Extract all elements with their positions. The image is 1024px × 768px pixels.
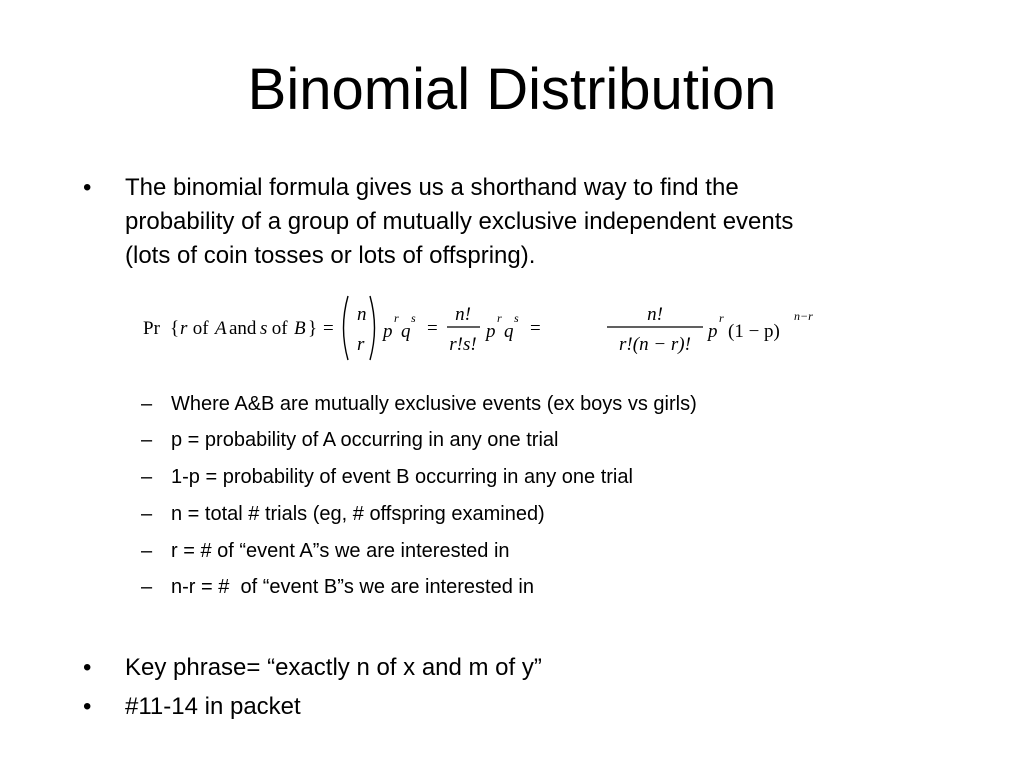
formula-r: r (180, 318, 188, 339)
definition-text: p = probability of A occurring in any one trial (171, 429, 559, 451)
formula-p-3: p (708, 321, 718, 342)
definition-text: n = total # trials (eg, # offspring examined) (171, 503, 545, 525)
formula-q-2: q (504, 321, 514, 342)
formula-exp-s-1: s (411, 311, 416, 325)
intro-text (125, 171, 793, 273)
formula-eq-2: = (427, 318, 438, 339)
frac2-num: n! (647, 304, 663, 325)
slide-title: Binomial Distribution (247, 57, 777, 122)
formula-graphic (143, 292, 863, 364)
dash-marker: – (141, 576, 153, 598)
bullet-marker: • (83, 174, 92, 201)
binom-left-paren (344, 296, 349, 360)
definition-text: r = # of “event A”s we are interested in (171, 540, 510, 562)
formula-one-minus-p: (1 − p) (728, 321, 780, 342)
formula-of-1: of (188, 318, 214, 339)
formula-exp-n-minus-r: n−r (794, 309, 813, 323)
formula-eq-1: = (323, 318, 334, 339)
frac1-den: r!s! (449, 334, 477, 355)
packet-ref-text: #11-14 in packet (125, 693, 301, 720)
frac1-num: n! (455, 304, 471, 325)
formula-and: and (229, 318, 257, 339)
formula-B: B (294, 318, 306, 339)
formula-A: A (215, 318, 227, 339)
formula-rbrace: } (308, 318, 318, 339)
formula-exp-r-2: r (497, 311, 502, 325)
formula-exp-s-2: s (514, 311, 519, 325)
formula-of-2: of (267, 318, 293, 339)
dash-marker: – (141, 429, 153, 451)
formula-lbrace: { (170, 318, 180, 339)
binom-right-paren (370, 296, 375, 360)
intro-line-3: (lots of coin tosses or lots of offspring). (125, 242, 536, 269)
definition-text: Where A&B are mutually exclusive events (ex boys vs girls) (171, 393, 697, 415)
binom-top: n (357, 304, 367, 325)
intro-line-1: The binomial formula gives us a shorthand way to find the (125, 174, 739, 201)
binomial-formula (143, 292, 863, 364)
formula-p-1: p (383, 321, 393, 342)
bullet-marker: • (83, 693, 92, 720)
formula-exp-r-3: r (719, 311, 724, 325)
formula-s: s (260, 318, 268, 339)
formula-exp-r-1: r (394, 311, 399, 325)
frac2-den: r!(n − r)! (619, 334, 691, 355)
formula-p-2: p (486, 321, 496, 342)
formula-q-1: q (401, 321, 411, 342)
dash-marker: – (141, 503, 153, 525)
formula-pr: Pr (143, 318, 160, 339)
key-phrase-text: Key phrase= “exactly n of x and m of y” (125, 654, 542, 681)
dash-marker: – (141, 466, 153, 488)
intro-line-2: probability of a group of mutually exclusive independent events (125, 208, 794, 235)
bullet-marker: • (83, 654, 92, 681)
dash-marker: – (141, 393, 153, 415)
definition-text: 1-p = probability of event B occurring in any one trial (171, 466, 633, 488)
formula-eq-3: = (530, 318, 541, 339)
binom-bottom: r (357, 334, 365, 355)
definition-text: n-r = # of “event B”s we are interested in (171, 576, 534, 598)
dash-marker: – (141, 540, 153, 562)
